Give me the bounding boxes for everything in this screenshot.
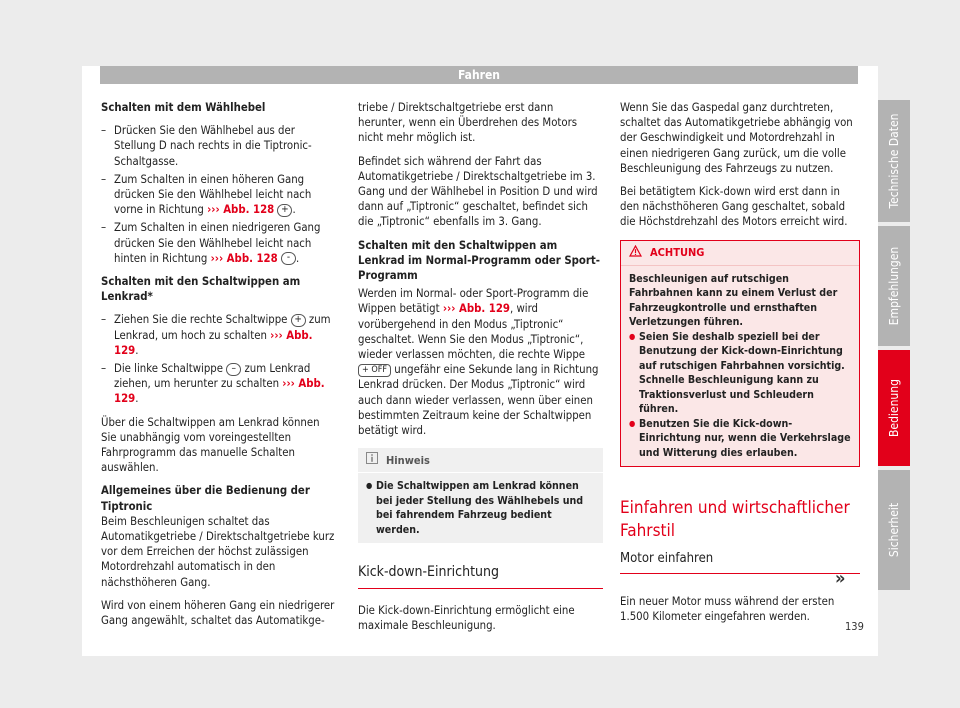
- paragraph: Wenn Sie das Gaspedal ganz durchtreten, schaltet das Automatikgetriebe abhängig von der Geschwindigkeit und Motordrehzahl in einen niedrigeren Gang zurück, um die volle Beschleunigung des Fahrzeugs zu nutzen.: [620, 101, 853, 175]
- achtung-bullet: ● Seien Sie deshalb speziell bei der Benutzung der Kick-down-Einrichtung auf rutschigen Fahrbahnen vorsichtig. Schnelle Beschleunigung kann zu Traktionsverlust und Schleudern führen.: [629, 330, 851, 417]
- tab-sicherheit[interactable]: Sicherheit: [878, 470, 910, 590]
- heading-motor-einfahren: Motor einfahren: [620, 551, 860, 573]
- column-1: [101, 100, 336, 636]
- hinweis-header: [358, 448, 603, 473]
- heading-waehlhebel: Schalten mit dem Wählhebel: [101, 101, 266, 114]
- achtung-box: [620, 240, 860, 468]
- paragraph: Wird von einem höheren Gang ein niedrigerer Gang angewählt, schaltet das Automatikge-: [101, 598, 335, 628]
- tab-bedienung[interactable]: Bedienung: [878, 350, 910, 466]
- list-item: – Zum Schalten in einen höheren Gang drücken Sie den Wählhebel leicht nach vorne in Richtung ››› Abb. 128 + .: [101, 172, 336, 218]
- hinweis-body: [358, 473, 603, 543]
- info-icon: [366, 452, 378, 468]
- minus-key-icon: -: [281, 252, 296, 265]
- figure-reference-link[interactable]: ››› Abb. 128: [210, 251, 278, 265]
- list-waehlhebel: [101, 123, 336, 266]
- achtung-body: [621, 266, 859, 467]
- paragraph: Werden im Normal- oder Sport-Programm die Wippen betätigt ››› Abb. 129, wird vorübergehend in den Modus „Tiptronic“ geschaltet. Wenn Sie den Modus „Tiptronic“, wieder verlassen möchten, die rechte Wippe + OFF ungefähr eine Sekunde lang in Richtung Lenkrad drücken. Der Modus „Tiptronic“ wird auch dann wieder verlassen, wenn über einen bestimmten Zeitraum keine der Schaltwippen betätigt wird.: [358, 287, 599, 438]
- plus-key-icon: +: [277, 204, 292, 217]
- achtung-title: ACHTUNG: [650, 246, 705, 260]
- heading-schaltwippen: Schalten mit den Schaltwippen am Lenkrad*: [101, 275, 301, 304]
- achtung-header: [621, 241, 859, 266]
- warning-triangle-icon: [629, 245, 642, 261]
- plus-off-key-icon: + OFF: [358, 364, 391, 377]
- paragraph: Befindet sich während der Fahrt das Automatikgetriebe / Direktschaltgetriebe im 3. Gang und der Wählhebel in Position D und wird dann auf „Tiptronic“ geschaltet, befindet sich die „Tiptronic“ ebenfalls im 3. Gang.: [358, 154, 598, 229]
- paragraph: Bei betätigtem Kick-down wird erst dann in den nächsthöheren Gang geschaltet, sobald die Höchstdrehzahl des Motors erreicht wird.: [620, 185, 848, 229]
- hinweis-box: [358, 448, 603, 543]
- page-number: 139: [845, 620, 864, 633]
- paragraph: Ein neuer Motor muss während der ersten 1.500 Kilometer eingefahren werden.: [620, 594, 835, 623]
- paragraph: Die Kick-down-Einrichtung ermöglicht eine maximale Beschleunigung.: [358, 603, 575, 632]
- heading-kick-down: Kick-down-Einrichtung: [358, 565, 603, 588]
- paragraph: Beim Beschleunigen schaltet das Automatikgetriebe / Direktschaltgetriebe kurz vor dem Erreichen der höchst zulässigen Motordrehzahl automatisch in den nächsthöheren Gang.: [101, 514, 335, 589]
- list-item: – Zum Schalten in einen niedrigeren Gang drücken Sie den Wählhebel leicht nach hinten in Richtung ››› Abb. 128 - .: [101, 220, 336, 266]
- achtung-bullet: ● Benutzen Sie die Kick-down-Einrichtung nur, wenn die Verkehrslage und Witterung dies erlauben.: [629, 417, 851, 461]
- list-schaltwippen: [101, 312, 336, 406]
- figure-reference-link[interactable]: ››› Abb. 129: [442, 302, 510, 316]
- page-header: Fahren: [100, 66, 858, 84]
- continue-icon: »: [835, 568, 846, 589]
- list-item: – Drücken Sie den Wählhebel aus der Stellung D nach rechts in die Tiptronic-Schaltgasse.: [101, 123, 336, 169]
- paragraph: triebe / Direktschaltgetriebe erst dann herunter, wenn ein Überdrehen des Motors nicht mehr möglich ist.: [358, 101, 578, 145]
- list-item: – Die linke Schaltwippe – zum Lenkrad ziehen, um herunter zu schalten ››› Abb. 129.: [101, 361, 336, 407]
- column-3: [620, 100, 860, 632]
- figure-reference-link[interactable]: ››› Abb. 128: [207, 203, 275, 217]
- minus-key-icon: –: [226, 363, 241, 376]
- heading-normal-sport: Schalten mit den Schaltwippen am Lenkrad im Normal-Programm oder Sport-Programm: [358, 238, 600, 283]
- section-title-einfahren: Einfahren und wirtschaftlicher Fahrstil: [620, 498, 850, 542]
- heading-allgemeines: Allgemeines über die Bedienung der Tiptronic: [101, 484, 310, 513]
- hinweis-title: Hinweis: [386, 453, 430, 467]
- plus-key-icon: +: [291, 314, 306, 327]
- hinweis-bullet: ● Die Schaltwippen am Lenkrad können bei jeder Stellung des Wählhebels und bei fahrendem Fahrzeug bedient werden.: [366, 479, 595, 537]
- paragraph: Über die Schaltwippen am Lenkrad können Sie unabhängig vom voreingestellten Fahrprogramm das manuelle Schalten auswählen.: [101, 415, 320, 475]
- achtung-text: Beschleunigen auf rutschigen Fahrbahnen kann zu einem Verlust der Fahrzeugkontrolle und ernsthaften Verletzungen führen.: [629, 272, 838, 329]
- tab-empfehlungen[interactable]: Empfehlungen: [878, 226, 910, 346]
- figure-reference-link[interactable]: ››› Abb. 129: [114, 377, 325, 406]
- tab-technische-daten[interactable]: Technische Daten: [878, 100, 910, 222]
- column-2: [358, 100, 603, 641]
- figure-reference-link[interactable]: ››› Abb. 129: [114, 328, 313, 357]
- list-item: – Ziehen Sie die rechte Schaltwippe + zum Lenkrad, um hoch zu schalten ››› Abb. 129.: [101, 312, 336, 358]
